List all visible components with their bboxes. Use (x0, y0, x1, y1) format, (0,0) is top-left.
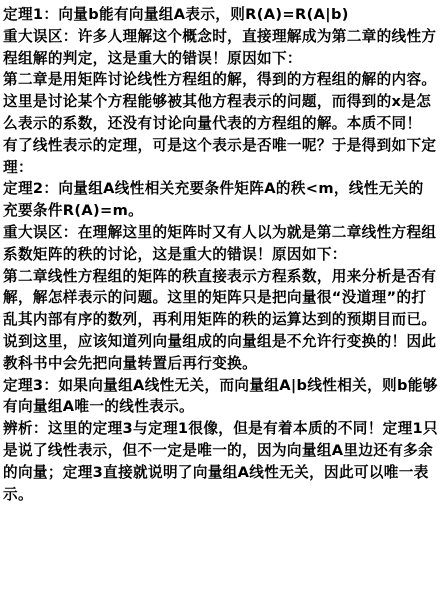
theorem-2-statement: 定理2：向量组A线性相关充要条件矩阵A的秩<m，线性无关的充要条件R(A)=m。 (3, 180, 424, 220)
explanation-2: 第二章线性方程组的矩阵的秩直接表示方程系数，用来分析是否有解，解怎样表示的问题。这里的矩阵只是把向量很“没道理”的打乱其内部有序的数列，再利用矩阵的秩的运算达到的预期目而已。 (3, 267, 437, 329)
analysis-paragraph: 辨析：这里的定理3与定理1很像，但是有着本质的不同！定理1只是说了线性表示，但不一定是唯一的，因为向量组A里边还有多余的向量；定理3直接就说明了向量组A线性无关，因此可以唯一表示。 (3, 420, 438, 503)
transition-question: 有了线性表示的定理，可是这个表示是否唯一呢？于是得到如下定理： (3, 136, 437, 176)
misconception-2: 重大误区：在理解这里的矩阵时又有人以为就是第二章线性方程组系数矩阵的秩的讨论，这是重大的错误！原因如下： (3, 223, 437, 263)
explanation-1: 第二章是用矩阵讨论线性方程组的解，得到的方程组的解的内容。这里是讨论某个方程能够被其他方程表示的问题，而得到的x是怎么表示的系数，还没有讨论向量代表的方程组的解。本质不同！ (3, 71, 437, 132)
theorem-1-statement: 定理1：向量b能有向量组A表示，则R(A)=R(A|b) (3, 6, 349, 23)
misconception-1: 重大误区：许多人理解这个概念时，直接理解成为第二章的线性方程组解的判定，这是重大的错误！原因如下： (3, 27, 437, 67)
theorem-3-statement: 定理3：如果向量组A线性无关，而向量组A|b线性相关，则b能够有向量组A唯一的线性表示。 (3, 376, 438, 416)
row-transform-note: 说到这里，应该知道列向量组成的向量组是不允许行变换的！因此教科书中会先把向量转置后再行变换。 (3, 332, 437, 372)
